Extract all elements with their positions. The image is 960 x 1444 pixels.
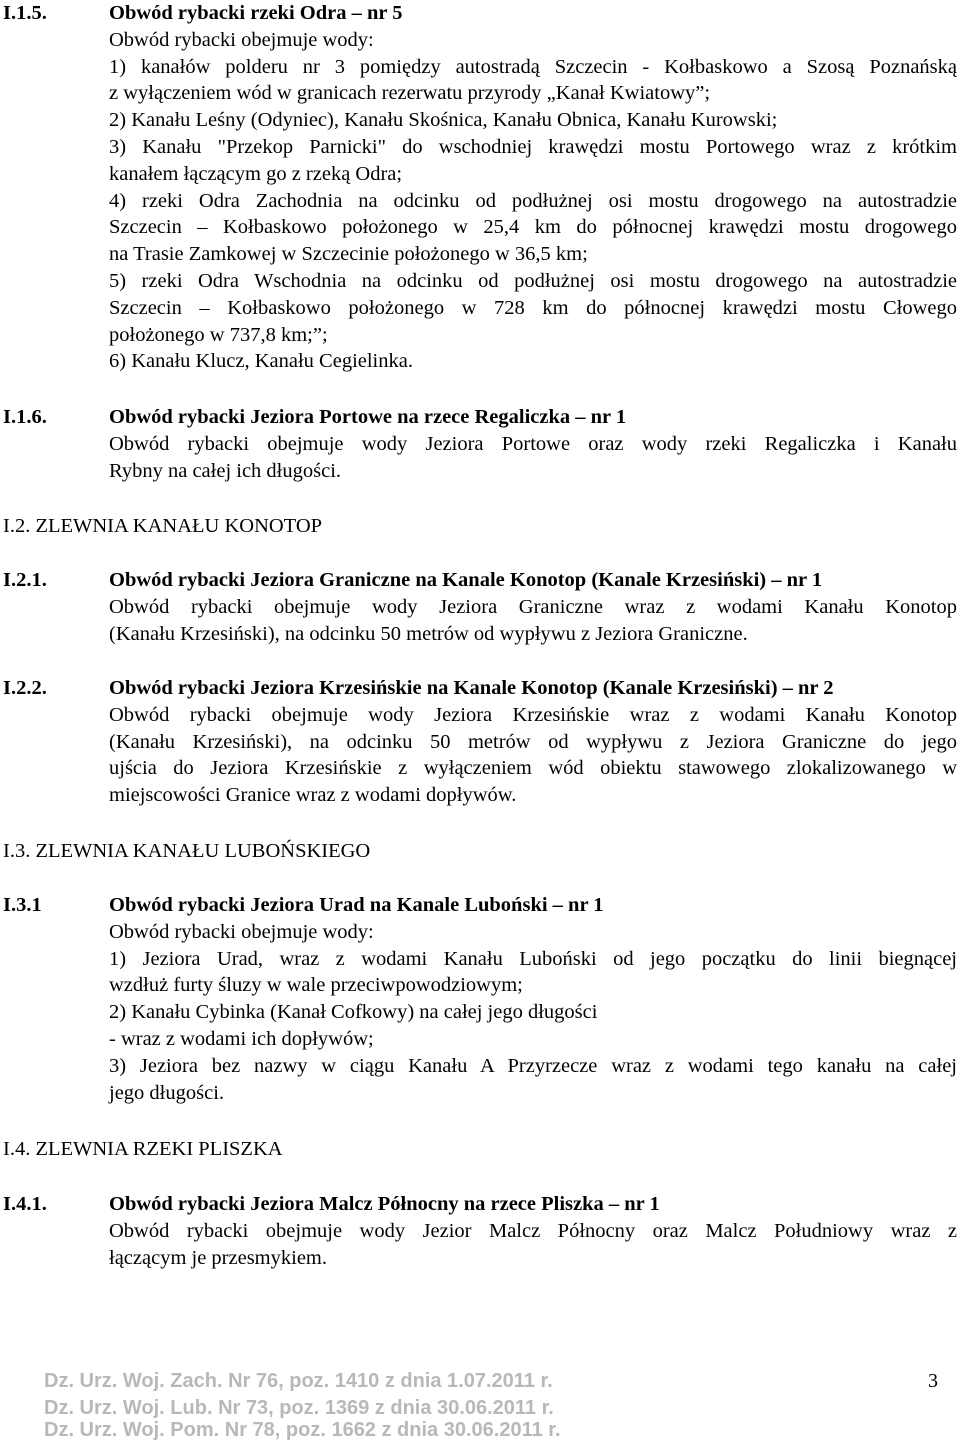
section-number: I.1.6.	[3, 406, 47, 428]
section-title: Obwód rybacki rzeki Odra – nr 5	[109, 2, 403, 24]
paragraph-line: Obwód rybacki obejmuje wody Jezior Malcz Północny oraz Malcz Południowy wraz z	[109, 1219, 957, 1242]
paragraph-line: kanałem łączącym go z rzeką Odra;	[109, 162, 403, 185]
section-title: Obwód rybacki Jeziora Krzesińskie na Kanale Konotop (Kanale Krzesiński) – nr 2	[109, 677, 834, 699]
paragraph-line: 2) Kanału Cybinka (Kanał Cofkowy) na całej jego długości	[109, 1001, 598, 1024]
paragraph-line: Rybny na całej ich długości.	[109, 459, 342, 482]
section-title: Obwód rybacki Jeziora Malcz Północny na rzece Pliszka – nr 1	[109, 1193, 660, 1215]
paragraph-line: 6) Kanału Klucz, Kanału Cegielinka.	[109, 350, 413, 373]
section-title: Obwód rybacki Jeziora Graniczne na Kanale Konotop (Kanale Krzesiński) – nr 1	[109, 569, 823, 591]
chapter-heading-1-4: I.4. ZLEWNIA RZEKI PLISZKA	[3, 1138, 283, 1160]
paragraph-line: 4) rzeki Odra Zachodnia na odcinku od podłużnej osi mostu drogowego na autostradzie	[109, 189, 957, 212]
paragraph-line: Szczecin – Kołbaskowo położonego w 25,4 km do północnej krawędzi mostu drogowego	[109, 216, 957, 239]
paragraph-line: Szczecin – Kołbaskowo położonego w 728 km do północnej krawędzi mostu Cłowego	[109, 296, 957, 319]
paragraph-line: miejscowości Granice wraz z wodami dopływów.	[109, 784, 517, 807]
footer-reference-line: Dz. Urz. Woj. Zach. Nr 76, poz. 1410 z dnia 1.07.2011 r.	[44, 1370, 553, 1392]
paragraph-line: Obwód rybacki obejmuje wody:	[109, 920, 374, 943]
section-title: Obwód rybacki Jeziora Urad na Kanale Luboński – nr 1	[109, 894, 604, 916]
section-title: Obwód rybacki Jeziora Portowe na rzece Regaliczka – nr 1	[109, 406, 627, 428]
paragraph-line: (Kanału Krzesiński), na odcinku 50 metrów od wypływu z Jeziora Graniczne.	[109, 622, 748, 645]
paragraph-line: Obwód rybacki obejmuje wody:	[109, 28, 374, 51]
footer-reference-line: Dz. Urz. Woj. Lub. Nr 73, poz. 1369 z dnia 30.06.2011 r.	[44, 1397, 554, 1419]
paragraph-line: z wyłączeniem wód w granicach rezerwatu przyrody „Kanał Kwiatowy”;	[109, 82, 711, 105]
footer-reference-line: Dz. Urz. Woj. Pom. Nr 78, poz. 1662 z dnia 30.06.2011 r.	[44, 1419, 561, 1441]
section-number: I.3.1	[3, 894, 42, 916]
paragraph-line: łączącym je przesmykiem.	[109, 1246, 327, 1269]
paragraph-line: 1) kanałów polderu nr 3 pomiędzy autostradą Szczecin - Kołbaskowo a Szosą Poznańską	[109, 55, 957, 78]
section-number: I.2.2.	[3, 677, 47, 699]
paragraph-line: 1) Jeziora Urad, wraz z wodami Kanału Luboński od jego początku do linii biegnącej	[109, 947, 957, 970]
chapter-heading-1-2: I.2. ZLEWNIA KANAŁU KONOTOP	[3, 515, 323, 537]
section-number: I.1.5.	[3, 2, 47, 24]
page-number: 3	[928, 1370, 938, 1392]
paragraph-line: 5) rzeki Odra Wschodnia na odcinku od podłużnej osi mostu drogowego na autostradzie	[109, 269, 957, 292]
paragraph-line: Obwód rybacki obejmuje wody Jeziora Graniczne wraz z wodami Kanału Konotop	[109, 595, 957, 618]
paragraph-line: jego długości.	[109, 1081, 225, 1104]
paragraph-line: położonego w 737,8 km;”;	[109, 323, 328, 346]
paragraph-line: - wraz z wodami ich dopływów;	[109, 1027, 374, 1050]
paragraph-line: Obwód rybacki obejmuje wody Jeziora Krzesińskie wraz z wodami Kanału Konotop	[109, 703, 957, 726]
paragraph-line: (Kanału Krzesiński), na odcinku 50 metrów od wypływu z Jeziora Graniczne do jego	[109, 730, 957, 753]
chapter-heading-1-3: I.3. ZLEWNIA KANAŁU LUBOŃSKIEGO	[3, 840, 371, 862]
section-number: I.2.1.	[3, 569, 47, 591]
paragraph-line: 2) Kanału Leśny (Odyniec), Kanału Skośnica, Kanału Obnica, Kanału Kurowski;	[109, 109, 778, 132]
paragraph-line: ujścia do Jeziora Krzesińskie z wyłączeniem wód obiektu stawowego zlokalizowanego w	[109, 757, 957, 780]
paragraph-line: 3) Kanału "Przekop Parnicki" do wschodniej krawędzi mostu Portowego wraz z krótkim	[109, 135, 957, 158]
paragraph-line: 3) Jeziora bez nazwy w ciągu Kanału A Przyrzecze wraz z wodami tego kanału na całej	[109, 1054, 957, 1077]
paragraph-line: Obwód rybacki obejmuje wody Jeziora Portowe oraz wody rzeki Regaliczka i Kanału	[109, 432, 957, 455]
paragraph-line: wzdłuż furty śluzy w wale przeciwpowodziowym;	[109, 974, 523, 997]
section-number: I.4.1.	[3, 1193, 47, 1215]
paragraph-line: na Trasie Zamkowej w Szczecinie położonego w 36,5 km;	[109, 243, 588, 266]
